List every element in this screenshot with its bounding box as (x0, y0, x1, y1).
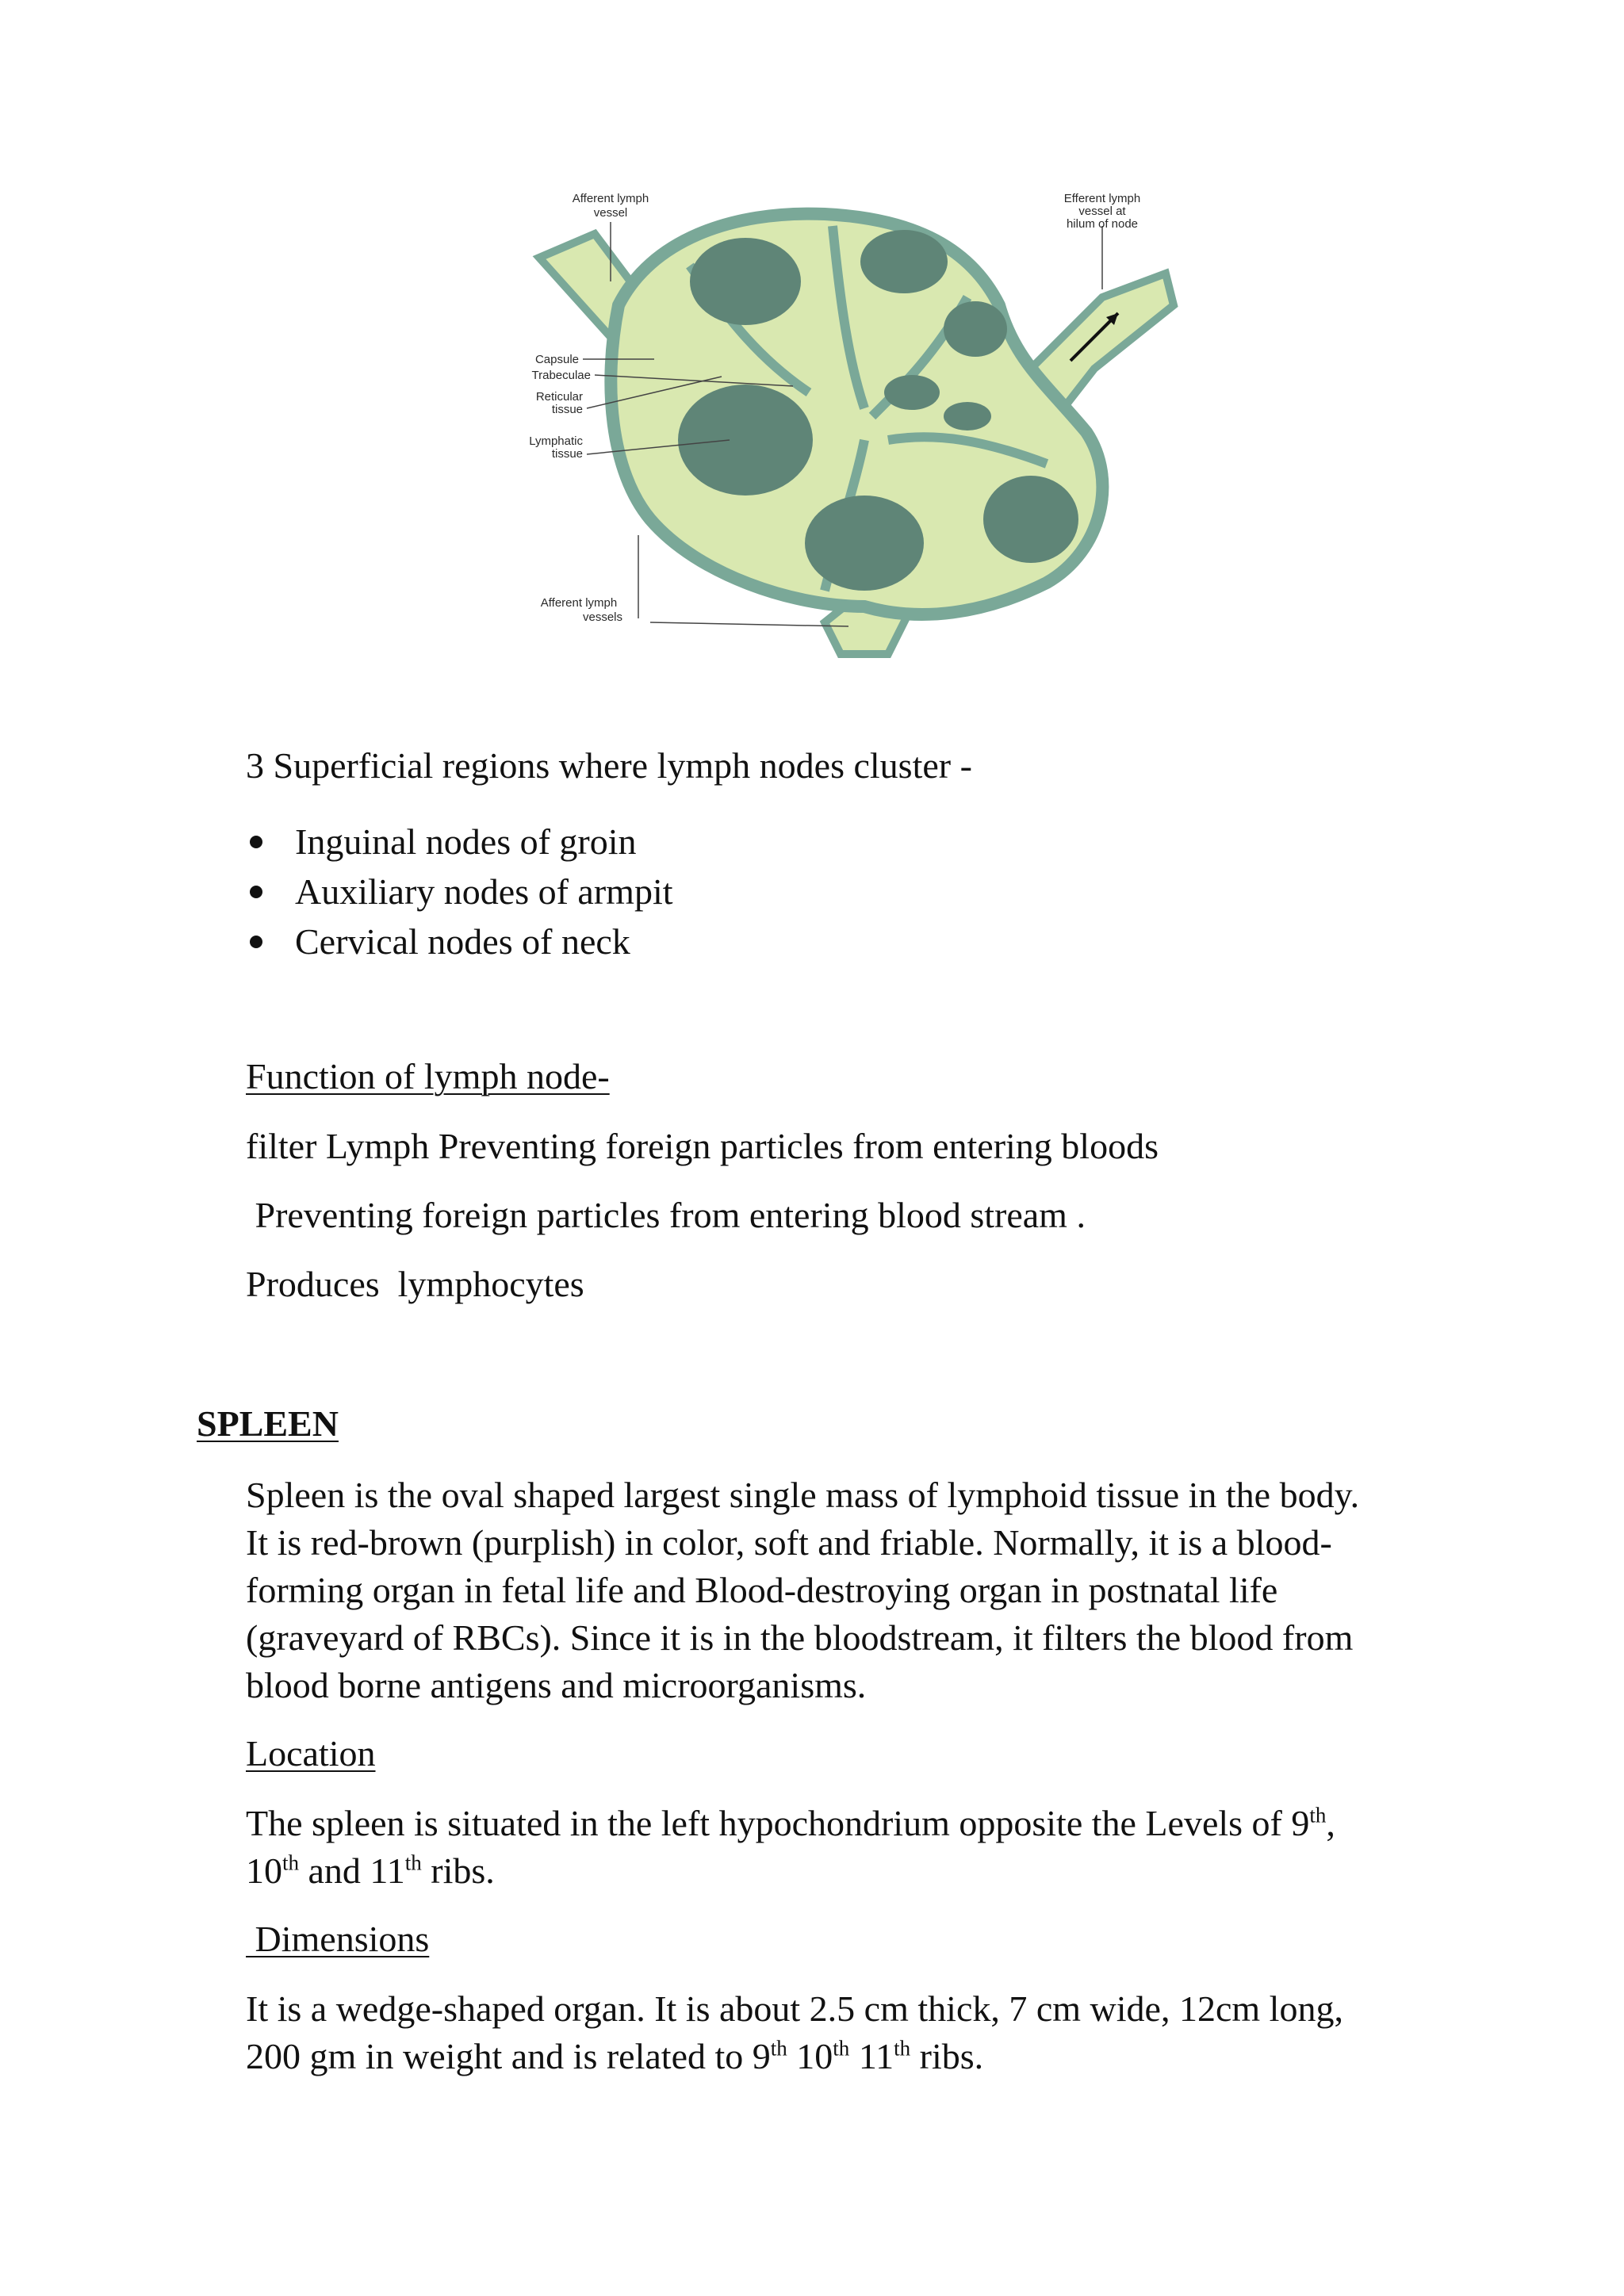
nodule-1 (690, 238, 801, 325)
spleen-intro-line-3: forming organ in fetal life and Blood-destroying organ in postnatal life (246, 1570, 1278, 1610)
location-heading: Location (246, 1733, 376, 1774)
spleen-intro-line-2: It is red-brown (purplish) in color, soft and friable. Normally, it is a blood- (246, 1522, 1332, 1563)
nodule-4 (678, 385, 813, 496)
label-reticular: Reticular (535, 390, 583, 404)
nodule-8 (944, 402, 991, 430)
regions-heading: 3 Superficial regions where lymph nodes cluster - (246, 745, 972, 786)
regions-list (246, 817, 673, 966)
nodule-5 (805, 496, 924, 591)
nodule-2 (860, 230, 948, 293)
label-efferent-3: hilum of node (1066, 217, 1139, 231)
dimensions-heading: Dimensions (246, 1919, 430, 1959)
bullet-icon (250, 836, 262, 848)
label-trabeculae: Trabeculae (531, 369, 591, 382)
function-line-1: filter Lymph Preventing foreign particles from entering bloods (246, 1126, 1159, 1166)
label-reticular-2: tissue (551, 403, 583, 416)
list-item: Cervical nodes of neck (246, 916, 673, 966)
label-efferent: Efferent lymph (1063, 192, 1141, 205)
label-afferent-top: Afferent lymph (572, 192, 649, 205)
spleen-intro-line-1: Spleen is the oval shaped largest single mass of lymphoid tissue in the body. (246, 1475, 1360, 1515)
spleen-intro-line-4: (graveyard of RBCs). Since it is in the bloodstream, it filters the blood from (246, 1617, 1354, 1658)
dimensions-line-1: It is a wedge-shaped organ. It is about 2.5 cm thick, 7 cm wide, 12cm long, (246, 1988, 1343, 2029)
function-line-3: Produces lymphocytes (246, 1264, 584, 1304)
bullet-icon (250, 886, 262, 898)
label-lymphatic: Lymphatic (529, 434, 583, 448)
lymph-node-illustration (492, 178, 1189, 670)
dimensions-line-2: 200 gm in weight and is related to 9th 10th 11th ribs. (246, 2036, 984, 2076)
label-afferent-bottom-2: vessels (582, 610, 623, 624)
location-line-1: The spleen is situated in the left hypochondrium opposite the Levels of 9th, (246, 1803, 1335, 1843)
list-item: Auxiliary nodes of armpit (246, 867, 673, 916)
bullet-icon (250, 936, 262, 948)
label-capsule: Capsule (534, 353, 579, 366)
label-afferent-top-2: vessel (593, 206, 628, 220)
location-line-2: 10th and 11th ribs. (246, 1850, 495, 1891)
nodule-3 (944, 301, 1007, 357)
nodule-7 (884, 375, 940, 410)
label-efferent-2: vessel at (1078, 205, 1126, 218)
spleen-heading: SPLEEN (197, 1403, 339, 1444)
list-item: Inguinal nodes of groin (246, 817, 673, 867)
label-afferent-bottom: Afferent lymph (540, 596, 618, 610)
function-heading: Function of lymph node- (246, 1056, 610, 1096)
function-line-2: Preventing foreign particles from entering blood stream . (246, 1195, 1086, 1235)
lymph-node-diagram (492, 178, 1189, 670)
label-lymphatic-2: tissue (551, 447, 583, 461)
nodule-6 (983, 476, 1078, 563)
spleen-intro-line-5: blood borne antigens and microorganisms. (246, 1665, 867, 1705)
